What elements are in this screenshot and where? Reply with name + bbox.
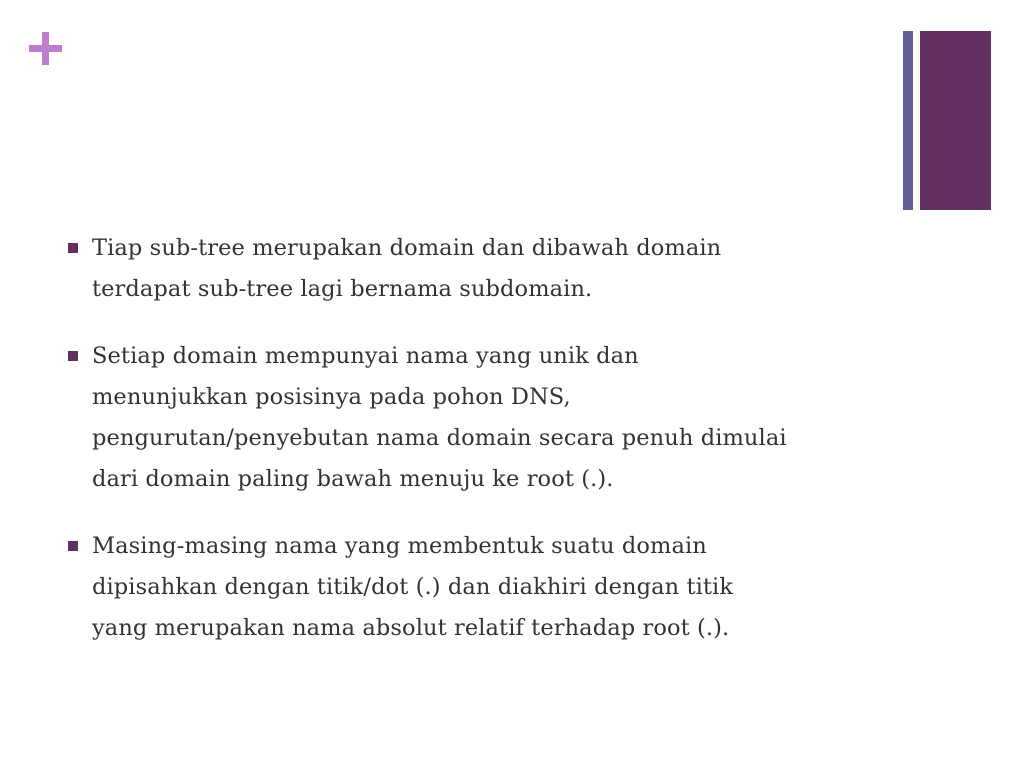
bullet-line: Tiap sub-tree merupakan domain dan dibawah domain bbox=[92, 235, 722, 261]
bullet-line: dari domain paling bawah menuju ke root (.). bbox=[92, 466, 614, 492]
bullet-line: dipisahkan dengan titik/dot (.) dan diakhiri dengan titik bbox=[92, 574, 734, 600]
plus-icon bbox=[27, 30, 65, 68]
bullet-line: Masing-masing nama yang membentuk suatu domain bbox=[92, 533, 707, 559]
decorative-bar-thin bbox=[903, 31, 913, 210]
bullet-line: yang merupakan nama absolut relatif terhadap root (.). bbox=[92, 615, 730, 641]
square-bullet-icon bbox=[68, 243, 78, 253]
bullet-item-3 bbox=[68, 526, 898, 649]
bullet-item-2 bbox=[68, 336, 898, 500]
bullet-line: pengurutan/penyebutan nama domain secara penuh dimulai bbox=[92, 425, 787, 451]
bullet-item-1 bbox=[68, 228, 898, 310]
bullet-line: Setiap domain mempunyai nama yang unik dan bbox=[92, 343, 639, 369]
square-bullet-icon bbox=[68, 351, 78, 361]
square-bullet-icon bbox=[68, 541, 78, 551]
bullet-line: menunjukkan posisinya pada pohon DNS, bbox=[92, 384, 571, 410]
bullet-line: terdapat sub-tree lagi bernama subdomain. bbox=[92, 276, 593, 302]
bullet-list bbox=[68, 228, 898, 675]
decorative-bar-thick bbox=[920, 31, 991, 210]
